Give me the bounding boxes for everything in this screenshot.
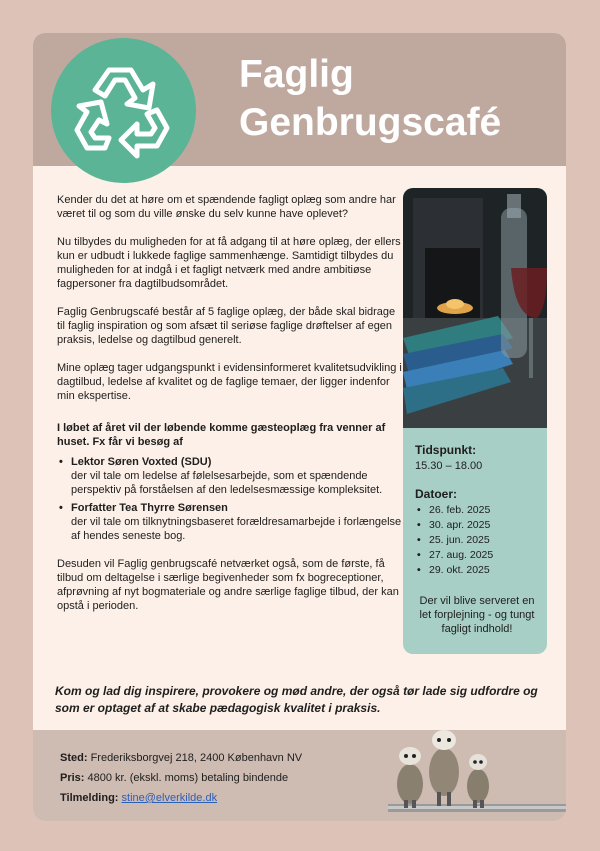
cafe-photo (403, 188, 547, 428)
guest-description: der vil tale om ledelse af følelsesarbejde, som et spændende perspektiv på forståelsen af den ledelsesmæssige kompleksitet. (71, 470, 383, 496)
footer-band (33, 730, 566, 821)
recycle-icon (51, 38, 196, 183)
place-label: Sted: (60, 752, 88, 764)
tagline: Kom og lad dig inspirere, provokere og mød andre, der også tør lade sig udfordre og som er optaget af at skabe pædagogisk kvalitet i praksis. (55, 684, 538, 715)
price-row (60, 768, 302, 788)
intro-paragraph: Kender du det at høre om et spændende fagligt oplæg som andre har været til og som du ville ønske du selv kunne have oplevet? (57, 194, 396, 220)
list-item (57, 455, 402, 497)
place-value: Frederiksborgvej 218, 2400 København NV (90, 752, 303, 764)
place-row (60, 748, 302, 768)
date-item: • 25. jun. 2025 (415, 533, 539, 548)
guest-description: der vil tale om tilknytningsbaseret forældresamarbejde i forlængelse af hendes seneste bog. (71, 516, 402, 542)
practical-info (60, 748, 302, 808)
info-sidebar (403, 188, 547, 654)
event-info (415, 443, 539, 636)
page-title (239, 51, 501, 147)
sheep-illustration (388, 730, 566, 821)
price-value: 4800 kr. (ekskl. moms) betaling bindende (87, 772, 289, 784)
guest-name: • Forfatter Tea Thyrre Sørensen (71, 502, 228, 514)
guest-list (57, 455, 402, 543)
guest-name: • Lektor Søren Voxted (SDU) (71, 456, 212, 468)
signup-email-link[interactable]: stine@elverkilde.dk (121, 792, 218, 804)
list-item (57, 501, 402, 543)
date-item: • 26. feb. 2025 (415, 503, 539, 518)
catering-note: Der vil blive serveret en let forplejning - og tungt fagligt indhold! (419, 595, 535, 635)
title-line-2: Genbrugscafé (239, 101, 502, 144)
intro-paragraph: Mine oplæg tager udgangspunkt i evidensinformeret kvalitetsudvikling i dagtilbud, ledelse af kvalitet og de faglige temaer, der ligger indenfor min ekspertise. (57, 362, 402, 402)
title-line-1: Faglig (239, 53, 354, 96)
signup-label: Tilmelding: (60, 792, 119, 804)
guests-heading: I løbet af året vil der løbende komme gæsteoplæg fra venner af huset. Fx får vi besøg af (57, 422, 386, 448)
dates-label: Datoer: (415, 487, 458, 501)
main-text (57, 193, 402, 627)
price-label: Pris: (60, 772, 85, 784)
time-label: Tidspunkt: (415, 443, 477, 457)
network-paragraph: Desuden vil Faglig genbrugscafé netværket også, som de første, få tilbud om deltagelse i særlige begivenheder som fx bogreceptioner, afprøvning af nyt bogmateriale og andre særlige faglige tilbud, der kan opstå i perioden. (57, 558, 399, 612)
signup-row (60, 788, 302, 808)
dates-list (415, 503, 539, 578)
intro-paragraph: Faglig Genbrugscafé består af 5 faglige oplæg, der både skal bidrage til faglig inspiration og som afsæt til seriøse faglige drøftelser af egen praksis, ledelse og dagtilbud generelt. (57, 306, 396, 346)
time-value: 15.30 – 18.00 (415, 460, 483, 472)
date-item: • 29. okt. 2025 (415, 563, 539, 578)
header-band (33, 33, 566, 166)
date-item: • 30. apr. 2025 (415, 518, 539, 533)
date-item: • 27. aug. 2025 (415, 548, 539, 563)
flyer (33, 33, 566, 821)
intro-paragraph: Nu tilbydes du muligheden for at få adgang til at høre oplæg, der ellers kun er udbudt i lukkede faglige sammenhænge. Samtidigt tilbydes du muligheden for at indgå i et fagligt netværk med andre ambitiøse fagpersoner fra dagtilbudsområdet. (57, 236, 401, 290)
